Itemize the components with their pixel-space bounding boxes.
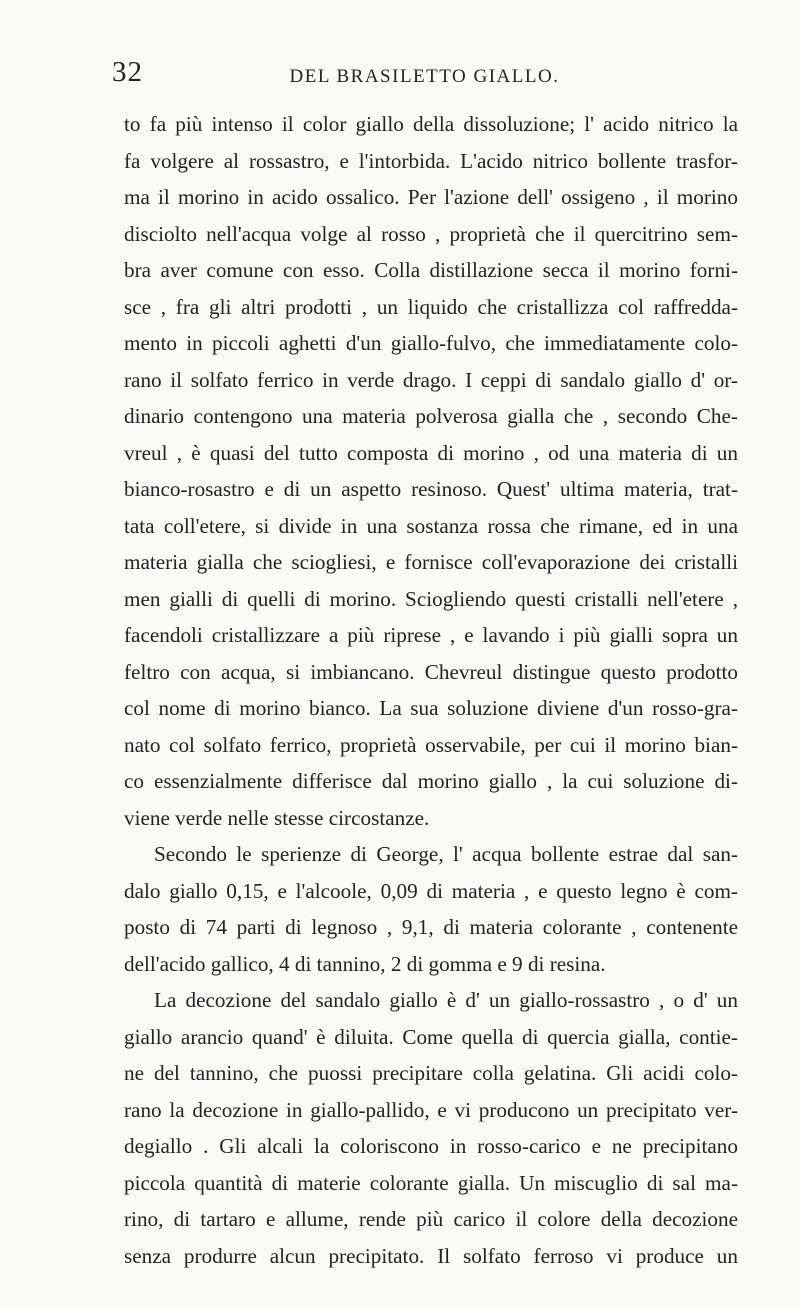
text-line: men gialli di quelli di morino. Sciogliendo questi cristalli nell'etere , — [124, 586, 738, 611]
text-line: piccola quantità di materie colorante gialla. Un miscuglio di sal ma- — [124, 1170, 738, 1195]
text-line: giallo arancio quand' è diluita. Come quella di quercia gialla, contie- — [124, 1024, 738, 1049]
text-line: co essenzialmente differisce dal morino giallo , la cui soluzione di- — [124, 769, 738, 793]
page-number: 32 — [112, 56, 143, 88]
text-line: nato col solfato ferrico, proprietà osservabile, per cui il morino bian- — [124, 732, 738, 757]
text-line: fa volgere al rossastro, e l'intorbida. L'acido nitrico bollente trasfor- — [124, 148, 738, 173]
text-line: senza produrre alcun precipitato. Il solfato ferroso vi produce un — [124, 1243, 738, 1268]
text-line: La decozione del sandalo giallo è d' un giallo-rossastro , o d' un — [154, 988, 738, 1012]
text-line: disciolto nell'acqua volge al rosso , proprietà che il quercitrino sem- — [124, 221, 738, 246]
text-line: posto di 74 parti di legnoso , 9,1, di materia colorante , contenente — [124, 915, 738, 939]
text-line: sce , fra gli altri prodotti , un liquido che cristallizza col raffredda- — [124, 294, 738, 319]
text-line: materia gialla che sciogliesi, e fornisce coll'evaporazione dei cristalli — [124, 550, 738, 574]
text-line: col nome di morino bianco. La sua soluzione diviene d'un rosso-gra- — [124, 696, 738, 720]
text-line: bianco-rosastro e di un aspetto resinoso. Quest' ultima materia, trat- — [124, 477, 738, 501]
text-line: facendoli cristallizzare a più riprese , e lavando i più gialli sopra un — [124, 623, 738, 647]
text-line: vreul , è quasi del tutto composta di morino , od una materia di un — [124, 440, 738, 465]
text-line: ne del tannino, che puossi precipitare colla gelatina. Gli acidi colo- — [124, 1061, 738, 1085]
text-line: viene verde nelle stesse circostanze. — [124, 805, 430, 830]
text-line: rano il solfato ferrico in verde drago. I ceppi di sandalo giallo d' or- — [124, 367, 738, 392]
text-line: dinario contengono una materia polverosa gialla che , secondo Che- — [124, 404, 738, 428]
text-line: rano la decozione in giallo-pallido, e vi producono un precipitato ver- — [124, 1097, 738, 1122]
body-text — [124, 106, 738, 1274]
text-line: bra aver comune con esso. Colla distillazione secca il morino forni- — [124, 258, 738, 282]
text-line: ma il morino in acido ossalico. Per l'azione dell' ossigeno , il morino — [124, 185, 738, 209]
text-line: mento in piccoli aghetti d'un giallo-fulvo, che immediatamente colo- — [124, 331, 738, 355]
text-line: dalo giallo 0,15, e l'alcoole, 0,09 di materia , e questo legno è com- — [124, 878, 738, 903]
running-title: DEL BRASILETTO GIALLO. — [289, 66, 560, 87]
text-line: feltro con acqua, si imbiancano. Chevreul distingue questo prodotto — [124, 659, 738, 684]
text-line: rino, di tartaro e allume, rende più carico il colore della decozione — [124, 1207, 738, 1231]
text-line: to fa più intenso il color giallo della dissoluzione; l' acido nitrico la — [124, 112, 738, 136]
text-line: tata coll'etere, si divide in una sostanza rossa che rimane, ed in una — [124, 513, 738, 538]
text-line: Secondo le sperienze di George, l' acqua bollente estrae dal san- — [154, 842, 738, 866]
text-line: degiallo . Gli alcali la coloriscono in rosso-carico e ne precipitano — [124, 1134, 738, 1158]
page-header — [112, 56, 737, 96]
text-line: dell'acido gallico, 4 di tannino, 2 di gomma e 9 di resina. — [124, 951, 606, 976]
